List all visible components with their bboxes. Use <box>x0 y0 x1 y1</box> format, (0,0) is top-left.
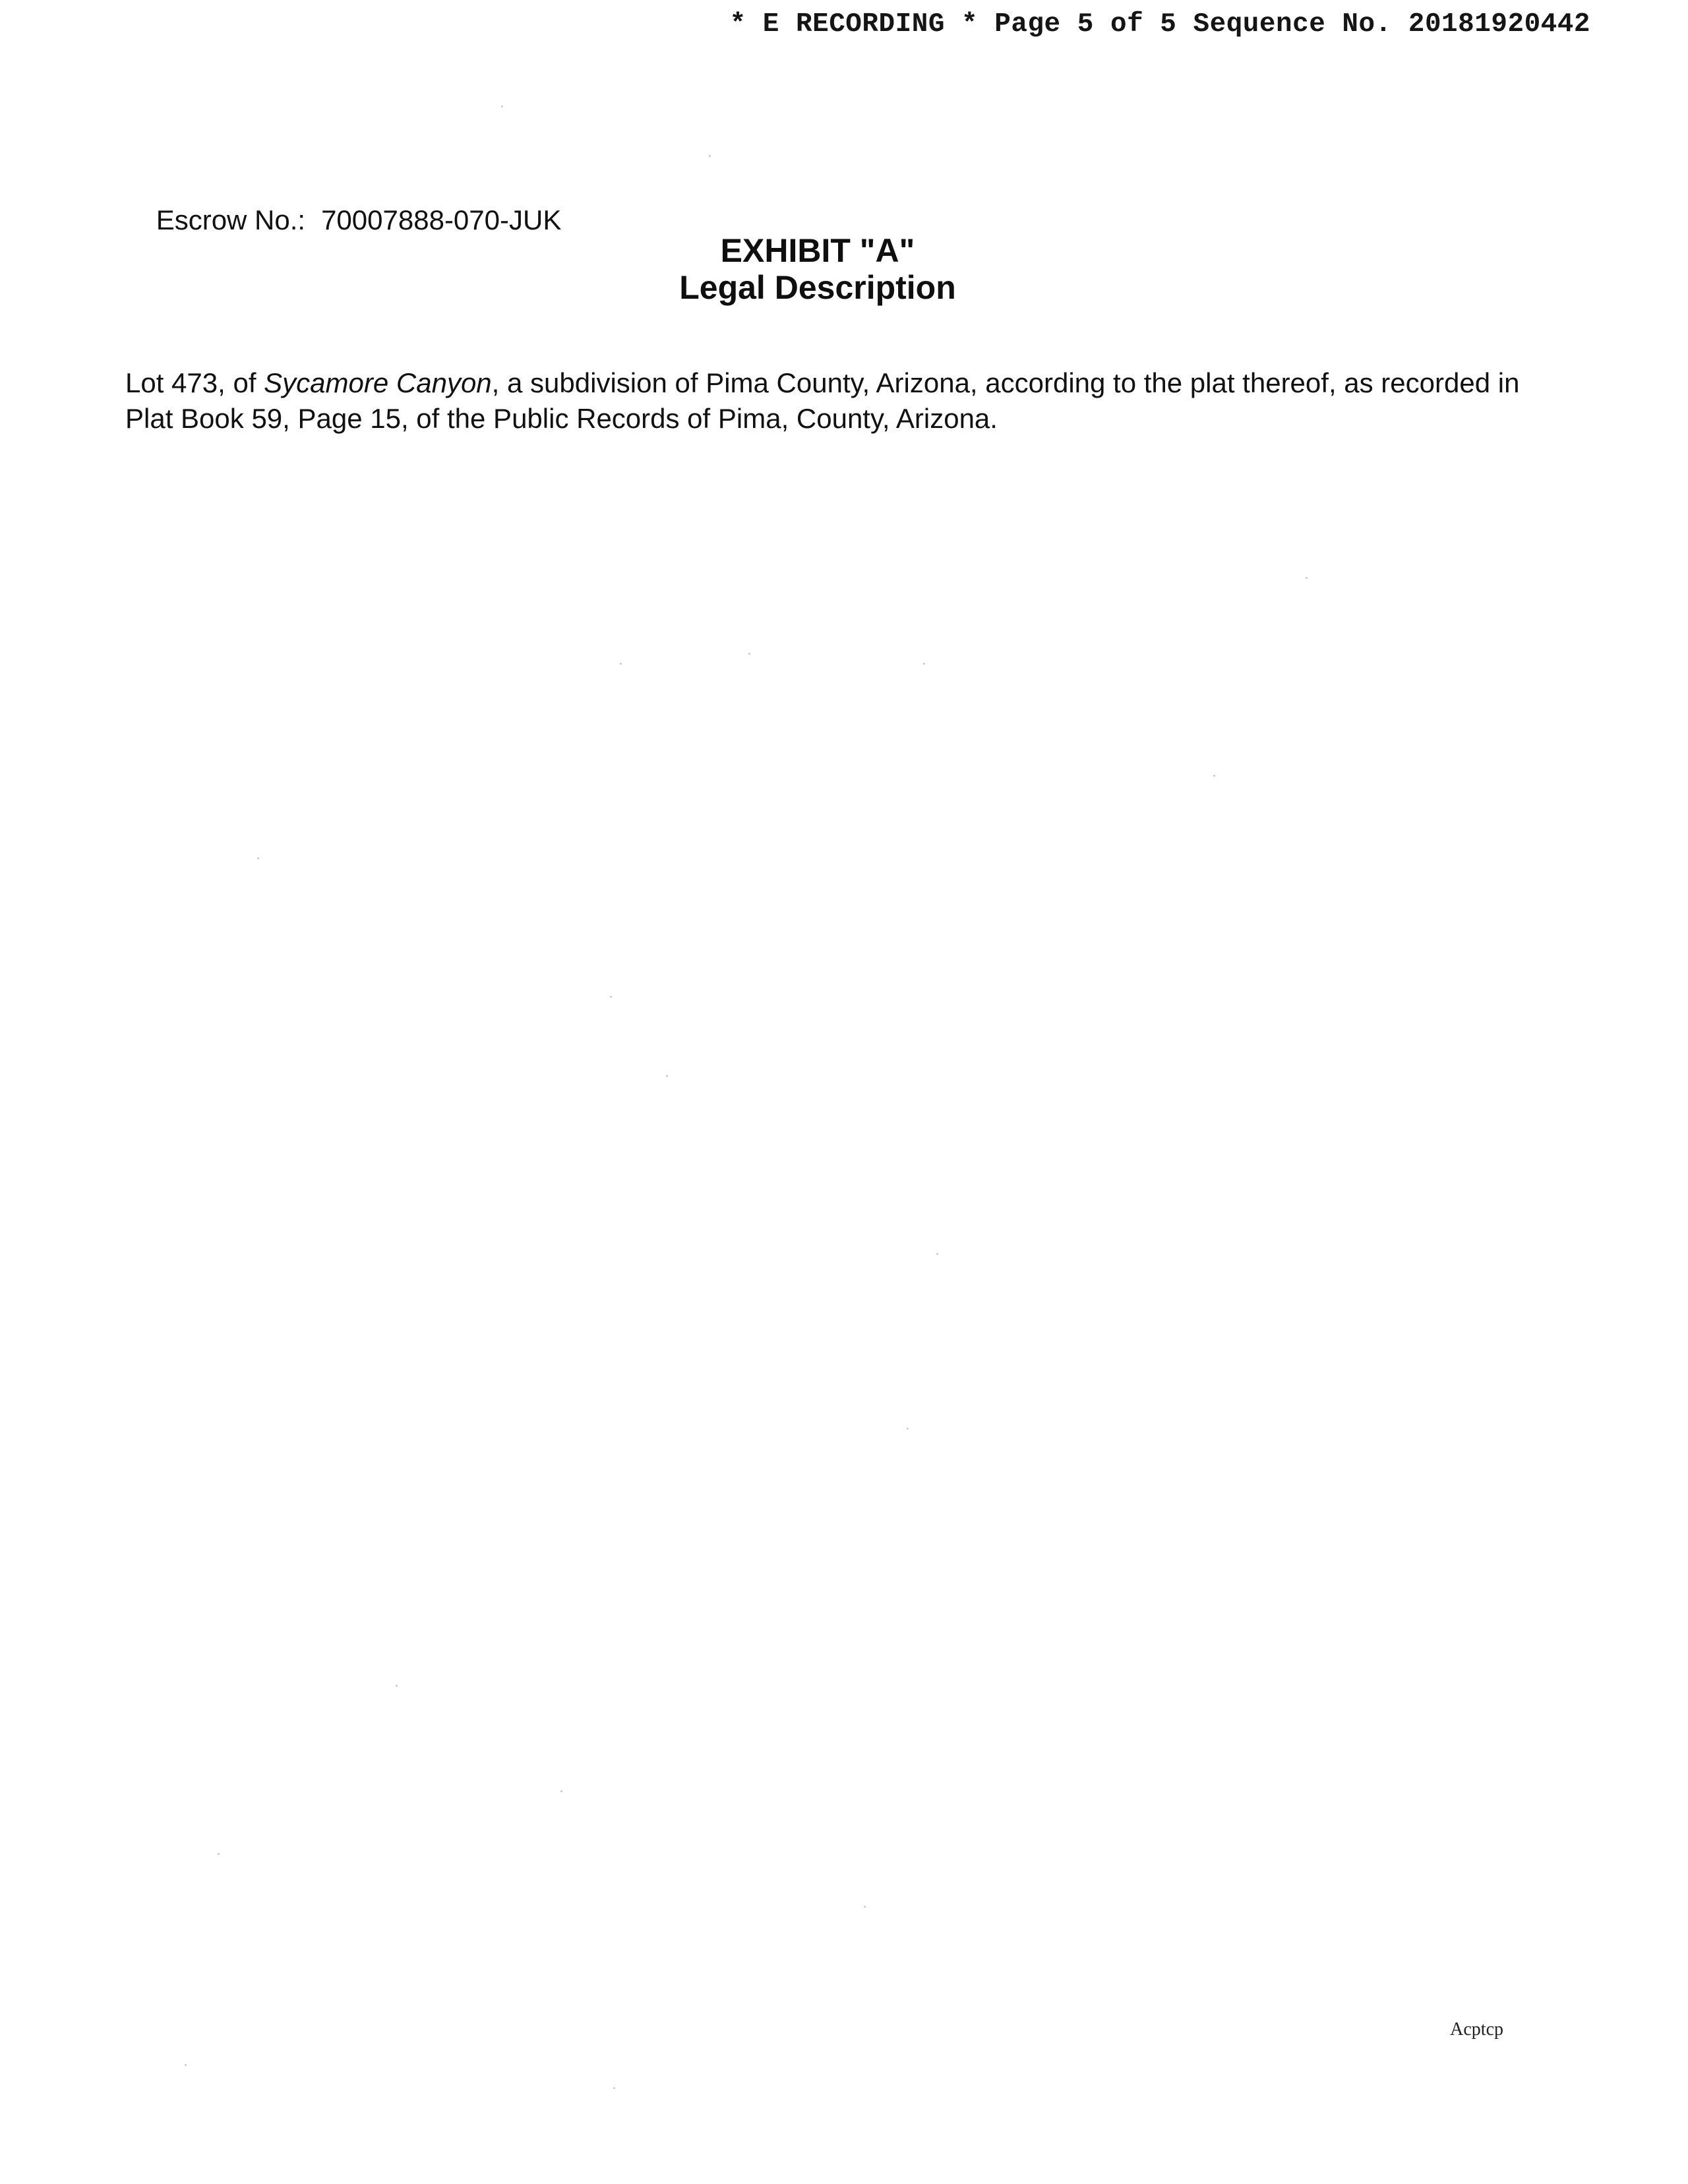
legal-description-paragraph <box>125 365 1523 437</box>
recording-stamp: * E RECORDING * Page 5 of 5 Sequence No. 20181920442 <box>729 9 1590 40</box>
escrow-label: Escrow No.: <box>156 204 306 235</box>
subdivision-name: Sycamore Canyon <box>264 367 492 398</box>
exhibit-heading <box>0 232 1635 306</box>
escrow-number: 70007888-070-JUK <box>321 204 562 235</box>
exhibit-title: EXHIBIT "A" <box>720 232 915 269</box>
legal-description-suffix: , a subdivision of Pima County, Arizona, according to the plat thereof, as recorded in Plat Book 59, Page 15, of the Public Records of Pima, County, Arizona. <box>125 367 1520 434</box>
exhibit-subtitle: Legal Description <box>679 269 956 306</box>
legal-description-prefix: Lot 473, of <box>125 367 264 398</box>
handwritten-initials: Acptcp <box>1450 2019 1503 2040</box>
